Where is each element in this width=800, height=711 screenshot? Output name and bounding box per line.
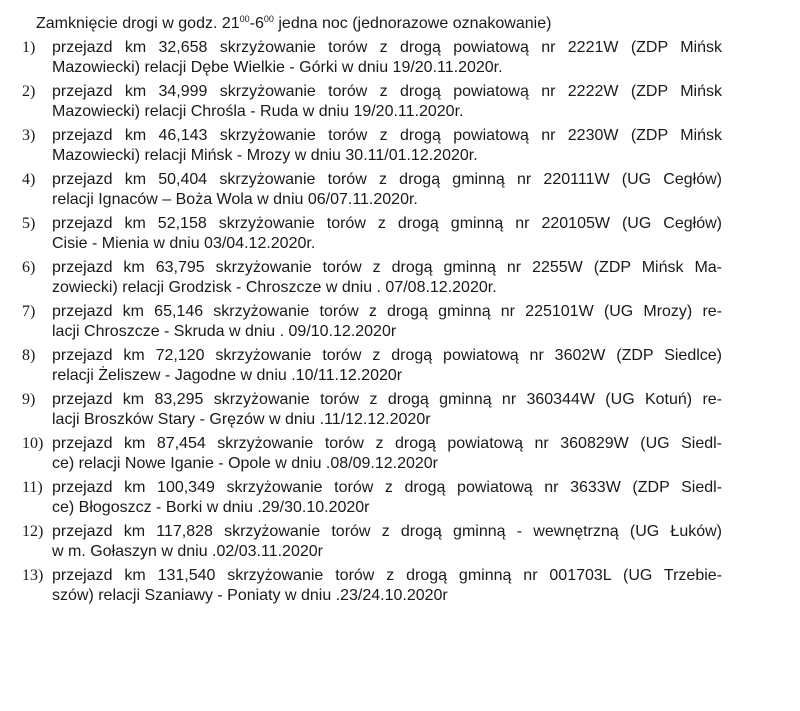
item-number: 2) bbox=[22, 83, 36, 100]
item-text-line1: przejazd km 72,120 skrzyżowanie torów z drogą powiatową nr 3602W (ZDP Siedlce) bbox=[52, 347, 722, 364]
heading-superscript-start: 00 bbox=[239, 14, 250, 24]
crossing-list bbox=[22, 38, 722, 606]
document bbox=[22, 14, 722, 610]
item-text-line1: przejazd km 46,143 skrzyżowanie torów z drogą powiatową nr 2230W (ZDP Mińsk bbox=[52, 127, 722, 144]
list-item bbox=[22, 346, 722, 386]
item-text-line2: w m. Gołaszyn w dniu .02/03.11.2020r bbox=[52, 543, 323, 560]
item-text-line2: szów) relacji Szaniawy - Poniaty w dniu .23/24.10.2020r bbox=[52, 587, 448, 604]
item-text-line1: przejazd km 65,146 skrzyżowanie torów z drogą gminną nr 225101W (UG Mrozy) re- bbox=[52, 303, 722, 320]
item-text-line1: przejazd km 83,295 skrzyżowanie torów z drogą gminną nr 360344W (UG Kotuń) re- bbox=[52, 391, 722, 408]
item-text-line1: przejazd km 117,828 skrzyżowanie torów z drogą gminną - wewnętrzną (UG Łuków) bbox=[52, 523, 722, 540]
item-number: 8) bbox=[22, 347, 36, 364]
item-text-line1: przejazd km 63,795 skrzyżowanie torów z drogą gminną nr 2255W (ZDP Mińsk Ma- bbox=[52, 259, 722, 276]
item-number: 12) bbox=[22, 523, 44, 540]
item-text-line2: relacji Żeliszew - Jagodne w dniu .10/11.12.2020r bbox=[52, 367, 403, 384]
heading-superscript-end: 00 bbox=[263, 14, 274, 24]
list-item bbox=[22, 478, 722, 518]
item-number: 10) bbox=[22, 435, 44, 452]
item-text-line1: przejazd km 131,540 skrzyżowanie torów z drogą gminną nr 001703L (UG Trzebie- bbox=[52, 567, 722, 584]
list-item bbox=[22, 522, 722, 562]
item-text-line2: Cisie - Mienia w dniu 03/04.12.2020r. bbox=[52, 235, 316, 252]
item-text-line1: przejazd km 87,454 skrzyżowanie torów z drogą powiatową nr 360829W (UG Siedl- bbox=[52, 435, 722, 452]
item-number: 6) bbox=[22, 259, 36, 276]
item-text-line2: ce) Błogoszcz - Borki w dniu .29/30.10.2020r bbox=[52, 499, 370, 516]
item-number: 4) bbox=[22, 171, 36, 188]
item-text-line2: Mazowiecki) relacji Chrośla - Ruda w dniu 19/20.11.2020r. bbox=[52, 103, 464, 120]
heading-suffix: jedna noc (jednorazowe oznakowanie) bbox=[273, 15, 552, 32]
item-text-line2: zowiecki) relacji Grodzisk - Chroszcze w dniu . 07/08.12.2020r. bbox=[52, 279, 497, 296]
item-text-line1: przejazd km 52,158 skrzyżowanie torów z drogą gminną nr 220105W (UG Cegłów) bbox=[52, 215, 722, 232]
item-number: 3) bbox=[22, 127, 36, 144]
list-item bbox=[22, 258, 722, 298]
list-item bbox=[22, 170, 722, 210]
heading-middle: -6 bbox=[249, 15, 264, 32]
item-text-line2: lacji Chroszcze - Skruda w dniu . 09/10.12.2020r bbox=[52, 323, 397, 340]
item-number: 9) bbox=[22, 391, 36, 408]
item-number: 1) bbox=[22, 39, 36, 56]
list-item bbox=[22, 82, 722, 122]
list-item bbox=[22, 38, 722, 78]
list-item bbox=[22, 566, 722, 606]
item-text-line2: ce) relacji Nowe Iganie - Opole w dniu .08/09.12.2020r bbox=[52, 455, 438, 472]
list-item bbox=[22, 126, 722, 166]
heading-prefix: Zamknięcie drogi w godz. 21 bbox=[36, 15, 240, 32]
list-item bbox=[22, 214, 722, 254]
list-item bbox=[22, 434, 722, 474]
item-text-line2: Mazowiecki) relacji Mińsk - Mrozy w dniu 30.11/01.12.2020r. bbox=[52, 147, 478, 164]
item-text-line2: lacji Broszków Stary - Gręzów w dniu .11/12.12.2020r bbox=[52, 411, 431, 428]
item-number: 11) bbox=[22, 479, 43, 496]
item-text-line1: przejazd km 34,999 skrzyżowanie torów z drogą powiatową nr 2222W (ZDP Mińsk bbox=[52, 83, 722, 100]
item-number: 7) bbox=[22, 303, 36, 320]
list-item bbox=[22, 302, 722, 342]
item-number: 13) bbox=[22, 567, 44, 584]
item-text-line1: przejazd km 100,349 skrzyżowanie torów z drogą powiatową nr 3633W (ZDP Siedl- bbox=[52, 479, 722, 496]
item-text-line2: Mazowiecki) relacji Dębe Wielkie - Górki w dniu 19/20.11.2020r. bbox=[52, 59, 503, 76]
item-text-line1: przejazd km 50,404 skrzyżowanie torów z drogą gminną nr 220111W (UG Cegłów) bbox=[52, 171, 722, 188]
item-text-line1: przejazd km 32,658 skrzyżowanie torów z drogą powiatową nr 2221W (ZDP Mińsk bbox=[52, 39, 722, 56]
list-item bbox=[22, 390, 722, 430]
closure-heading bbox=[36, 14, 722, 34]
item-text-line2: relacji Ignaców – Boża Wola w dniu 06/07.11.2020r. bbox=[52, 191, 418, 208]
item-number: 5) bbox=[22, 215, 36, 232]
